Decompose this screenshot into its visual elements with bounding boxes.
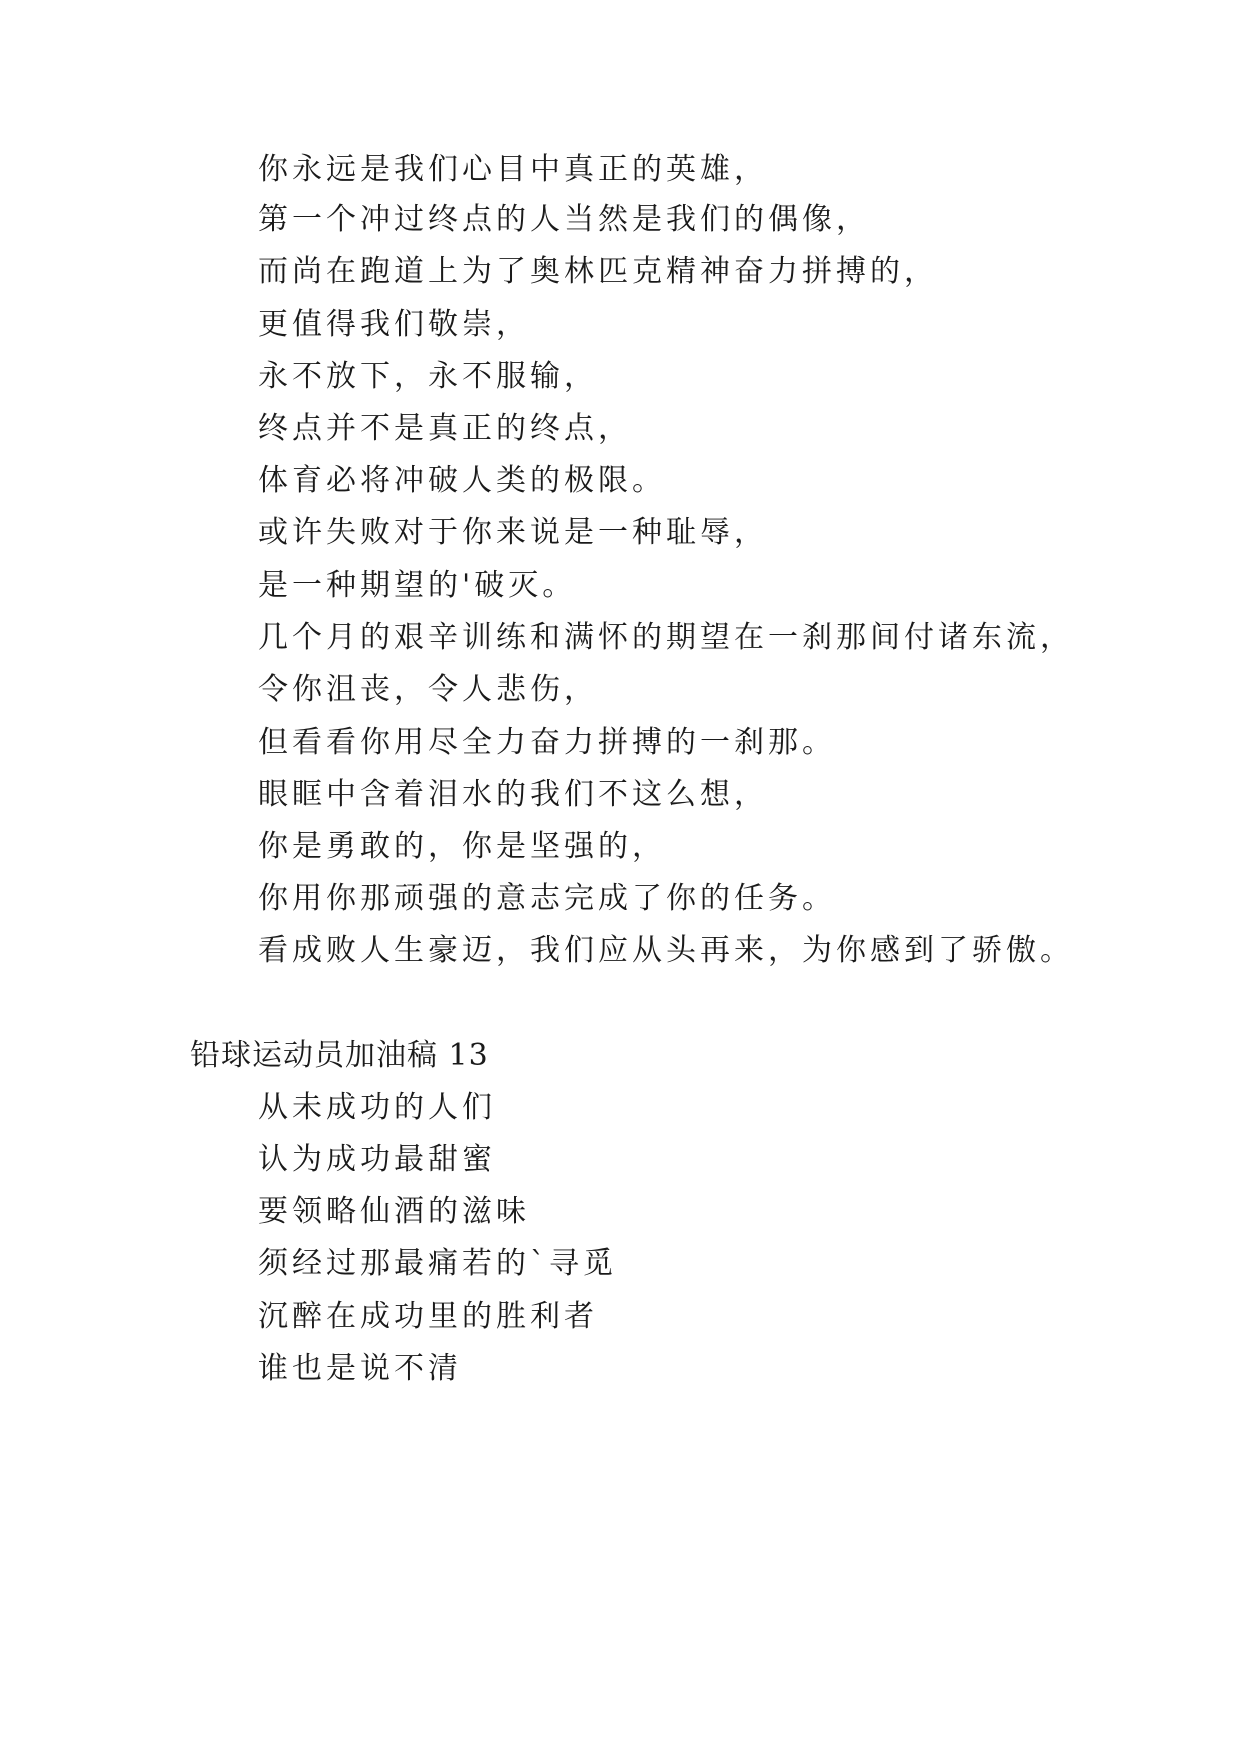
section-title: 铅球运动员加油稿 13 (190, 1038, 489, 1073)
poem-line: 从未成功的人们 (258, 1090, 496, 1125)
poem-line: 是一种期望的'破灭。 (258, 568, 577, 603)
poem-line: 但看看你用尽全力奋力拼搏的一刹那。 (258, 725, 836, 760)
poem-line: 你用你那顽强的意志完成了你的任务。 (258, 881, 836, 916)
poem-line: 沉醉在成功里的胜利者 (258, 1299, 598, 1334)
poem-line: 或许失败对于你来说是一种耻辱， (258, 515, 768, 550)
poem-line: 认为成功最甜蜜 (258, 1142, 496, 1177)
poem-line: 令你沮丧，令人悲伤， (258, 672, 598, 707)
poem-line: 几个月的艰辛训练和满怀的期望在一刹那间付诸东流， (258, 620, 1074, 655)
poem-line: 终点并不是真正的终点， (258, 411, 632, 446)
poem-line: 永不放下，永不服输， (258, 359, 598, 394)
poem-line: 你永远是我们心目中真正的英雄， (258, 152, 768, 187)
poem-line: 第一个冲过终点的人当然是我们的偶像， (258, 202, 870, 237)
poem-line: 而尚在跑道上为了奥林匹克精神奋力拼搏的， (258, 254, 938, 289)
poem-line: 要领略仙酒的滋味 (258, 1194, 530, 1229)
poem-line: 眼眶中含着泪水的我们不这么想， (258, 777, 768, 812)
poem-line: 谁也是说不清 (258, 1351, 462, 1386)
poem-line: 你是勇敢的，你是坚强的， (258, 829, 666, 864)
poem-line: 须经过那最痛若的`寻觅 (258, 1246, 617, 1281)
poem-line: 体育必将冲破人类的极限。 (258, 463, 666, 498)
poem-line: 更值得我们敬崇， (258, 307, 530, 342)
poem-line: 看成败人生豪迈，我们应从头再来，为你感到了骄傲。 (258, 933, 1074, 968)
